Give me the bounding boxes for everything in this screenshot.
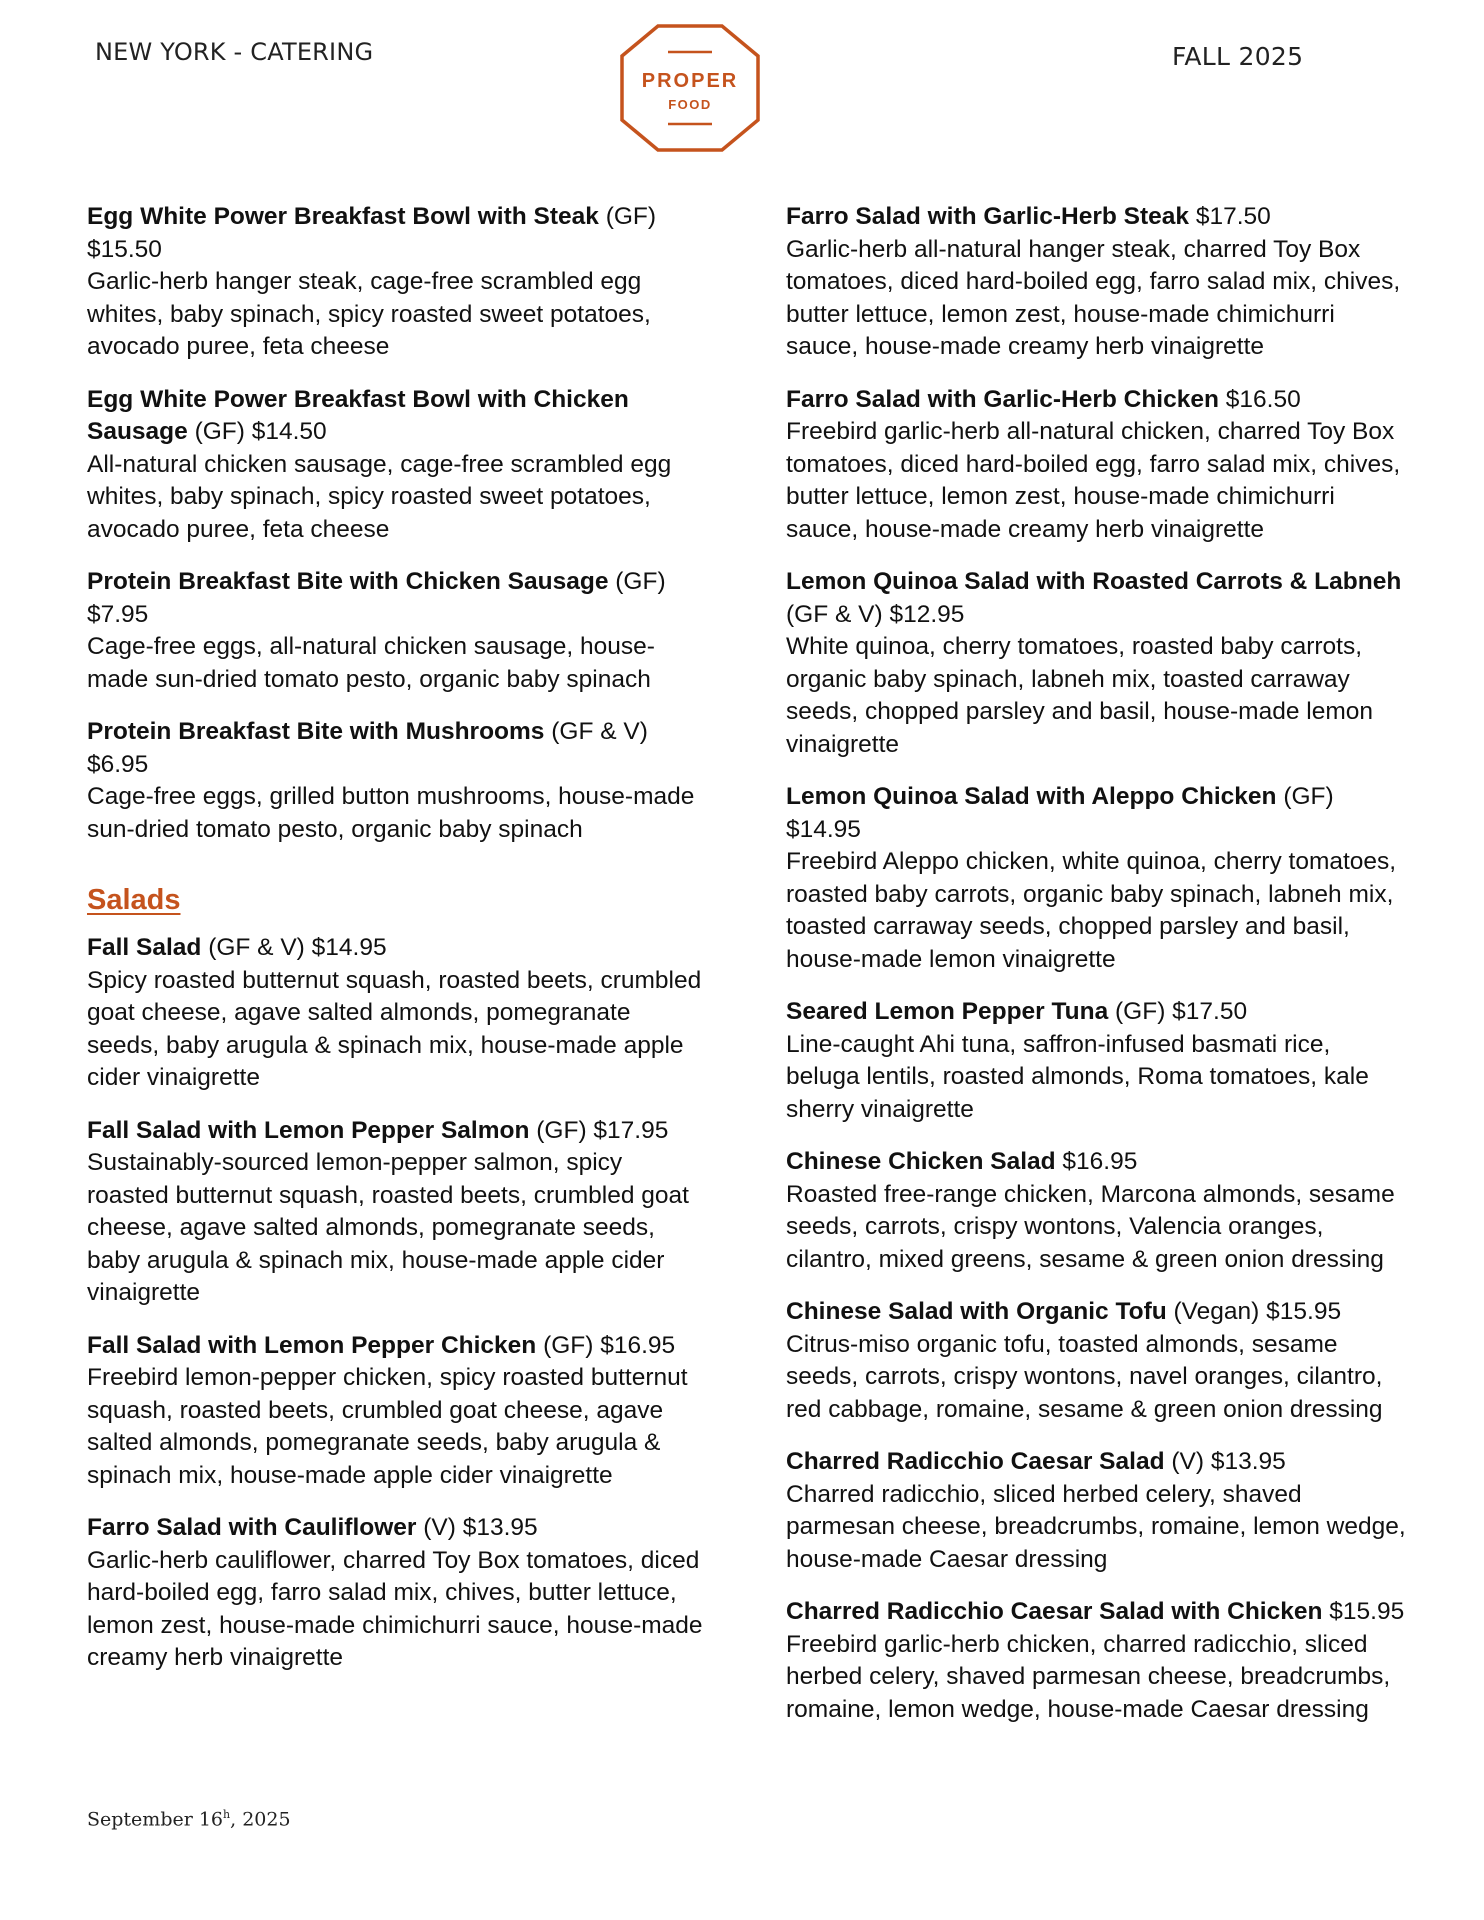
menu-item-name: Charred Radicchio Caesar Salad (786, 1448, 1165, 1475)
menu-item-description: Freebird Aleppo chicken, white quinoa, cherry tomatoes, roasted baby carrots, organic baby spinach, labneh mix, toasted carraway seeds, chopped parsley and basil, house-made lemon vinaigrette (786, 848, 1397, 973)
menu-item-heading (87, 716, 707, 781)
menu-item-name: Farro Salad with Cauliflower (87, 1514, 417, 1541)
menu-item-heading (786, 384, 1406, 417)
menu-item (786, 1296, 1406, 1426)
menu-item-tags-price: (GF & V) $14.95 (201, 934, 387, 961)
menu-item (786, 1596, 1406, 1726)
menu-item-heading (786, 781, 1406, 846)
menu-item-tags-price: (GF) $14.95 (786, 783, 1334, 843)
menu-item-description: Roasted free-range chicken, Marcona almonds, sesame seeds, carrots, crispy wontons, Valencia oranges, cilantro, mixed greens, sesame & green onion dressing (786, 1180, 1395, 1273)
logo-text-proper: PROPER (641, 70, 739, 92)
season-label: FALL 2025 (1172, 42, 1304, 71)
menu-item-tags-price: (GF & V) $6.95 (87, 718, 648, 778)
menu-item-tags-price: (GF) $17.50 (1108, 998, 1248, 1025)
menu-item-heading (786, 566, 1406, 631)
menu-item-description: Freebird garlic-herb chicken, charred radicchio, sliced herbed celery, shaved parmesan cheese, breadcrumbs, romaine, lemon wedge, house-made Caesar dressing (786, 1630, 1391, 1723)
menu-item-tags-price: (GF & V) $12.95 (786, 600, 965, 628)
menu-item (786, 996, 1406, 1126)
menu-item-heading (786, 1446, 1406, 1479)
menu-item-name: Fall Salad with Lemon Pepper Chicken (87, 1331, 537, 1359)
menu-item-heading (786, 201, 1406, 234)
menu-item-tags-price: (Vegan) $15.95 (1166, 1298, 1342, 1325)
salads-heading: Salads (87, 884, 181, 916)
proper-food-logo (618, 22, 762, 154)
location-label: NEW YORK - CATERING (95, 38, 374, 66)
menu-item-name: Protein Breakfast Bite with Mushrooms (87, 718, 545, 745)
menu-item-description: Freebird lemon-pepper chicken, spicy roasted butternut squash, roasted beets, crumbled goat cheese, agave salted almonds, pomegranate seeds, baby arugula & spinach mix, house-made apple cider vinaigrette (87, 1364, 688, 1489)
menu-item-name: Farro Salad with Garlic-Herb Steak (786, 203, 1190, 230)
menu-item-description: Citrus-miso organic tofu, toasted almonds, sesame seeds, carrots, crispy wontons, navel oranges, cilantro, red cabbage, romaine, sesame & green onion dressing (786, 1330, 1383, 1423)
menu-item (786, 1146, 1406, 1276)
menu-item (786, 384, 1406, 547)
menu-item-heading (87, 1512, 707, 1545)
menu-item-tags-price: (GF) $7.95 (87, 568, 666, 628)
menu-item-tags-price: (GF) $16.95 (536, 1331, 676, 1359)
salad-list (87, 932, 707, 1675)
left-column (87, 201, 707, 1695)
menu-item-heading (786, 996, 1406, 1029)
menu-item-name: Chinese Salad with Organic Tofu (786, 1298, 1167, 1325)
menu-item-heading (87, 1115, 707, 1148)
menu-item-name: Lemon Quinoa Salad with Roasted Carrots & Labneh (786, 568, 1402, 595)
menu-item (87, 566, 707, 696)
menu-item-description: White quinoa, cherry tomatoes, roasted baby carrots, organic baby spinach, labneh mix, toasted carraway seeds, chopped parsley and basil, house-made lemon vinaigrette (786, 633, 1374, 758)
menu-item (87, 1512, 707, 1675)
menu-item-heading (786, 1596, 1406, 1629)
menu-item-description: Freebird garlic-herb all-natural chicken, charred Toy Box tomatoes, diced hard-boiled egg, farro salad mix, chives, butter lettuce, lemon zest, house-made chimichurri sauce, house-made creamy herb vinaigrette (786, 418, 1401, 543)
date-footer (87, 1808, 291, 1830)
right-column (786, 201, 1406, 1746)
menu-item-name: Protein Breakfast Bite with Chicken Sausage (87, 568, 609, 595)
menu-item (87, 201, 707, 364)
menu-item-heading (87, 566, 707, 631)
menu-item-tags-price: (GF) $14.50 (187, 418, 327, 445)
menu-item (786, 201, 1406, 364)
menu-item-heading (786, 1146, 1406, 1179)
menu-item-tags-price: (GF) $17.95 (529, 1116, 669, 1144)
menu-item-heading (87, 932, 707, 965)
menu-item-heading (87, 384, 707, 449)
salad-list-continued (786, 201, 1406, 1726)
menu-item (87, 716, 707, 846)
menu-item-tags-price: $17.50 (1189, 203, 1271, 230)
menu-item-name: Charred Radicchio Caesar Salad with Chicken (786, 1598, 1323, 1625)
menu-item-tags-price: $16.50 (1218, 385, 1301, 413)
menu-item-description: Cage-free eggs, grilled button mushrooms, house-made sun-dried tomato pesto, organic baby spinach (87, 783, 695, 843)
menu-item (786, 566, 1406, 761)
menu-item-name: Fall Salad with Lemon Pepper Salmon (87, 1116, 530, 1144)
menu-item-tags-price: $16.95 (1055, 1148, 1138, 1175)
menu-item-description: Cage-free eggs, all-natural chicken sausage, house-made sun-dried tomato pesto, organic baby spinach (87, 633, 655, 693)
menu-item (87, 384, 707, 547)
menu-item-name: Egg White Power Breakfast Bowl with Chicken Sausage (87, 385, 629, 445)
menu-item-heading (786, 1296, 1406, 1329)
menu-item-name: Seared Lemon Pepper Tuna (786, 998, 1109, 1025)
date-superscript: h (223, 1808, 231, 1821)
menu-item-heading (87, 1330, 707, 1363)
date-text: September 16 (87, 1808, 224, 1831)
menu-item-name: Farro Salad with Garlic-Herb Chicken (786, 385, 1219, 413)
menu-item-name: Fall Salad (87, 934, 202, 961)
menu-item-heading (87, 201, 707, 266)
menu-item-tags-price: (V) $13.95 (416, 1514, 538, 1541)
date-year: , 2025 (230, 1808, 291, 1831)
menu-item (87, 932, 707, 1095)
menu-item-description: Spicy roasted butternut squash, roasted beets, crumbled goat cheese, agave salted almonds, pomegranate seeds, baby arugula & spinach mix, house-made apple cider vinaigrette (87, 966, 702, 1091)
menu-item-tags-price: $15.95 (1322, 1598, 1405, 1625)
breakfast-list (87, 201, 707, 846)
menu-item-name: Egg White Power Breakfast Bowl with Steak (87, 203, 599, 230)
menu-item-description: Garlic-herb cauliflower, charred Toy Box tomatoes, diced hard-boiled egg, farro salad mix, chives, butter lettuce, lemon zest, house-made chimichurri sauce, house-made creamy herb vinaigrette (87, 1546, 703, 1671)
menu-item (786, 781, 1406, 976)
menu-item-tags-price: (GF) $15.50 (87, 203, 657, 263)
logo-text-food: FOOD (668, 97, 712, 112)
menu-item-description: Garlic-herb hanger steak, cage-free scrambled egg whites, baby spinach, spicy roasted sweet potatoes, avocado puree, feta cheese (87, 268, 651, 360)
menu-item-description: Line-caught Ahi tuna, saffron-infused basmati rice, beluga lentils, roasted almonds, Roma tomatoes, kale sherry vinaigrette (786, 1030, 1369, 1123)
menu-item (87, 1115, 707, 1310)
menu-item-description: All-natural chicken sausage, cage-free scrambled egg whites, baby spinach, spicy roasted sweet potatoes, avocado puree, feta cheese (87, 450, 672, 543)
menu-item (87, 1330, 707, 1493)
menu-item-description: Garlic-herb all-natural hanger steak, charred Toy Box tomatoes, diced hard-boiled egg, farro salad mix, chives, butter lettuce, lemon zest, house-made chimichurri sauce, house-made creamy herb vinaigrette (786, 235, 1401, 360)
menu-item-description: Charred radicchio, sliced herbed celery, shaved parmesan cheese, breadcrumbs, romaine, lemon wedge, house-made Caesar dressing (786, 1480, 1406, 1573)
menu-item-tags-price: (V) $13.95 (1164, 1448, 1286, 1475)
menu-item-name: Lemon Quinoa Salad with Aleppo Chicken (786, 783, 1277, 810)
menu-item-name: Chinese Chicken Salad (786, 1148, 1056, 1175)
menu-item (786, 1446, 1406, 1576)
menu-item-description: Sustainably-sourced lemon-pepper salmon, spicy roasted butternut squash, roasted beets, crumbled goat cheese, agave salted almonds, pomegranate seeds, baby arugula & spinach mix, house-made apple cider vinaigrette (87, 1149, 689, 1306)
